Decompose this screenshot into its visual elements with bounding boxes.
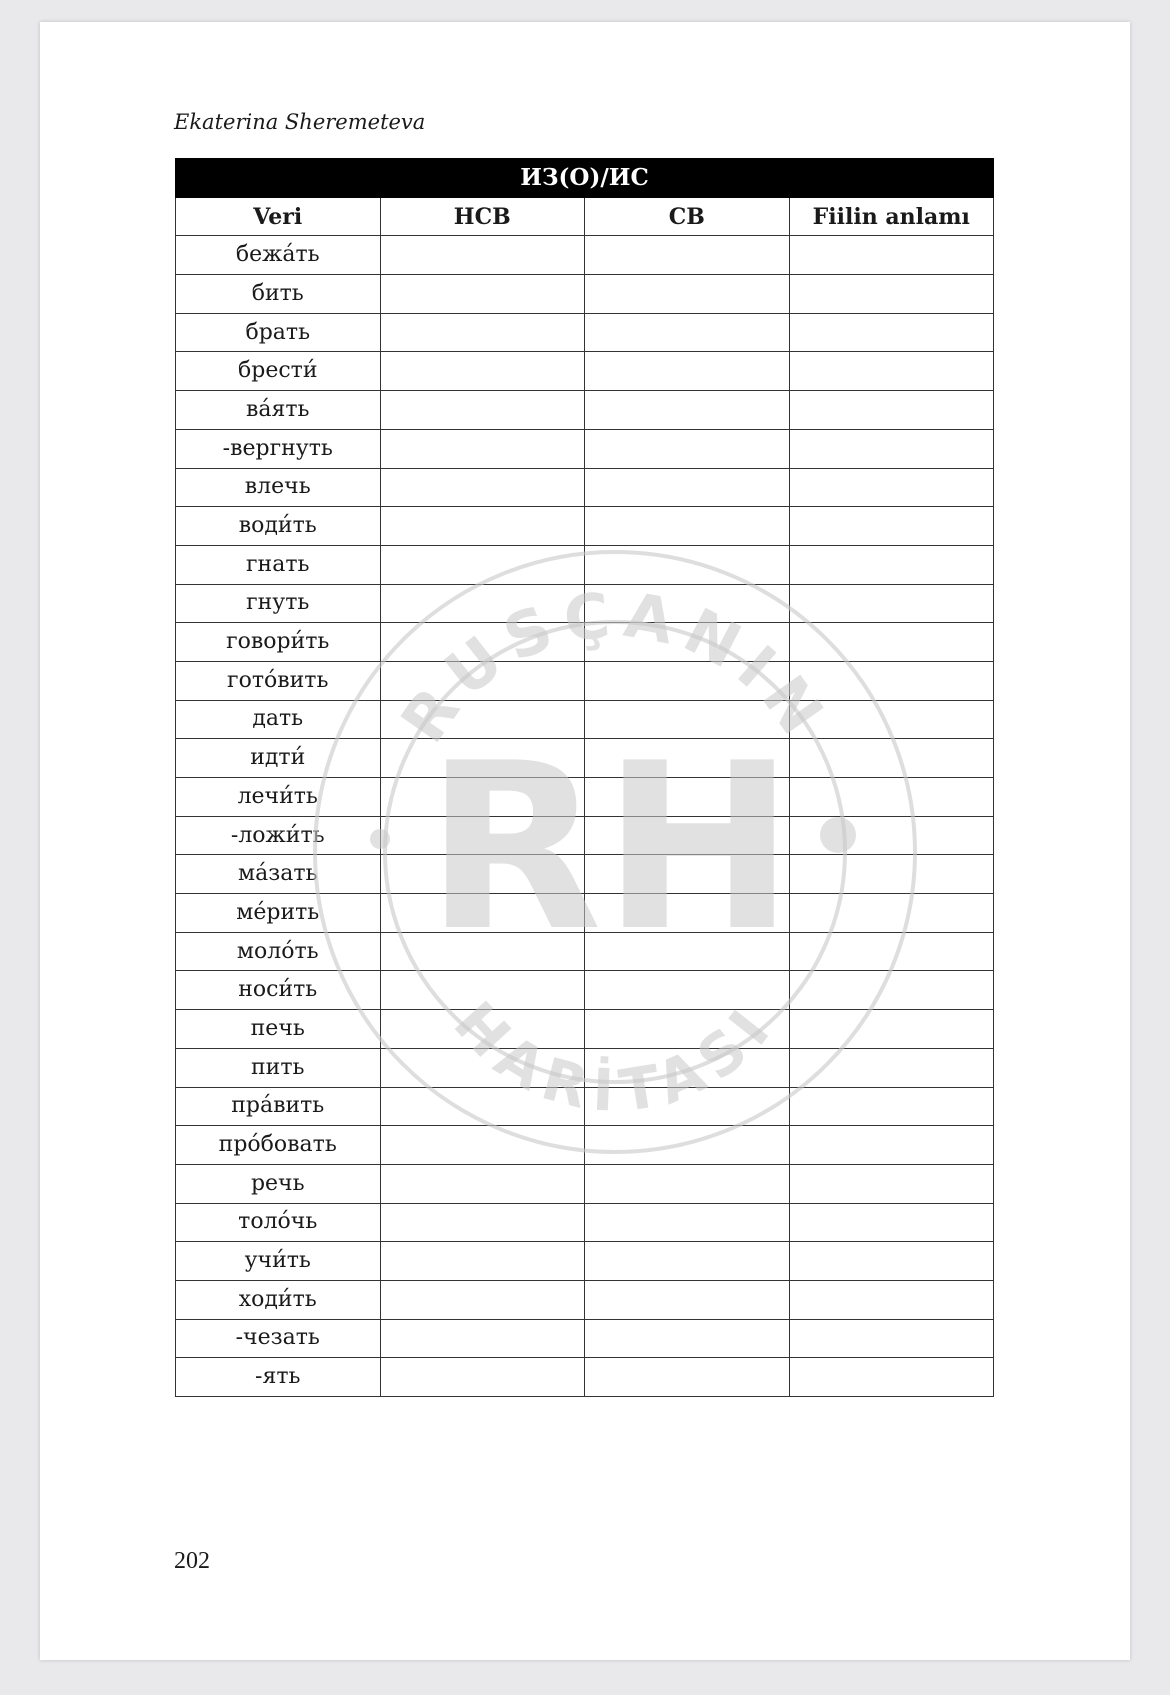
table-row — [176, 1319, 994, 1358]
meaning-cell — [789, 1358, 994, 1397]
verb-cell: бить — [176, 275, 381, 314]
table-row — [176, 855, 994, 894]
meaning-cell — [789, 739, 994, 778]
meaning-cell — [789, 1126, 994, 1165]
table-row — [176, 1242, 994, 1281]
perfective-cell — [585, 739, 790, 778]
meaning-cell — [789, 1010, 994, 1049]
verb-cell: -чезать — [176, 1319, 381, 1358]
meaning-cell — [789, 507, 994, 546]
imperfective-cell — [380, 816, 585, 855]
perfective-cell — [585, 275, 790, 314]
meaning-cell — [789, 894, 994, 933]
imperfective-cell — [380, 1010, 585, 1049]
imperfective-cell — [380, 700, 585, 739]
verb-cell: води́ть — [176, 507, 381, 546]
table-row — [176, 1358, 994, 1397]
verb-cell: идти́ — [176, 739, 381, 778]
verb-cell: -вергнуть — [176, 429, 381, 468]
meaning-cell — [789, 468, 994, 507]
verb-cell: про́бовать — [176, 1126, 381, 1165]
imperfective-cell — [380, 778, 585, 817]
perfective-cell — [585, 971, 790, 1010]
table-row — [176, 507, 994, 546]
table-row — [176, 468, 994, 507]
table-row — [176, 429, 994, 468]
meaning-cell — [789, 236, 994, 275]
imperfective-cell — [380, 352, 585, 391]
watermark-arc-bottom: HARİTASI — [440, 988, 789, 1126]
verb-cell: дать — [176, 700, 381, 739]
perfective-cell — [585, 1048, 790, 1087]
table-row — [176, 313, 994, 352]
imperfective-cell — [380, 971, 585, 1010]
imperfective-cell — [380, 1126, 585, 1165]
imperfective-cell — [380, 275, 585, 314]
meaning-cell — [789, 313, 994, 352]
verb-cell: пра́вить — [176, 1087, 381, 1126]
perfective-cell — [585, 1319, 790, 1358]
meaning-cell — [789, 700, 994, 739]
verb-cell: пить — [176, 1048, 381, 1087]
verb-cell: ходи́ть — [176, 1280, 381, 1319]
imperfective-cell — [380, 391, 585, 430]
imperfective-cell — [380, 1358, 585, 1397]
table-row — [176, 275, 994, 314]
verb-cell: ме́рить — [176, 894, 381, 933]
table-row — [176, 352, 994, 391]
perfective-cell — [585, 1087, 790, 1126]
meaning-cell — [789, 275, 994, 314]
meaning-cell — [789, 855, 994, 894]
table-row — [176, 1164, 994, 1203]
table-title: ИЗ(О)/ИС — [176, 159, 994, 198]
imperfective-cell — [380, 1048, 585, 1087]
perfective-cell — [585, 855, 790, 894]
column-header-verb: Veri — [176, 197, 381, 236]
table-body — [176, 236, 994, 1397]
imperfective-cell — [380, 507, 585, 546]
column-header-imperfective: НСВ — [380, 197, 585, 236]
perfective-cell — [585, 429, 790, 468]
perfective-cell — [585, 778, 790, 817]
verb-cell: бежа́ть — [176, 236, 381, 275]
perfective-cell — [585, 1203, 790, 1242]
perfective-cell — [585, 1164, 790, 1203]
table-row — [176, 778, 994, 817]
table-row — [176, 932, 994, 971]
imperfective-cell — [380, 545, 585, 584]
verb-cell: говори́ть — [176, 623, 381, 662]
table-row — [176, 545, 994, 584]
perfective-cell — [585, 700, 790, 739]
table-row — [176, 1048, 994, 1087]
meaning-cell — [789, 816, 994, 855]
meaning-cell — [789, 429, 994, 468]
imperfective-cell — [380, 1087, 585, 1126]
table-row — [176, 584, 994, 623]
meaning-cell — [789, 584, 994, 623]
verb-cell: лечи́ть — [176, 778, 381, 817]
table-row — [176, 894, 994, 933]
perfective-cell — [585, 661, 790, 700]
imperfective-cell — [380, 1280, 585, 1319]
imperfective-cell — [380, 623, 585, 662]
perfective-cell — [585, 352, 790, 391]
verb-cell: -ять — [176, 1358, 381, 1397]
verb-cell: носи́ть — [176, 971, 381, 1010]
table-row — [176, 236, 994, 275]
table-row — [176, 623, 994, 662]
meaning-cell — [789, 1319, 994, 1358]
watermark-monogram: RH — [425, 715, 795, 982]
perfective-cell — [585, 468, 790, 507]
perfective-cell — [585, 623, 790, 662]
meaning-cell — [789, 1242, 994, 1281]
watermark-arc-top: RUSÇANIN — [386, 577, 844, 756]
verb-cell: моло́ть — [176, 932, 381, 971]
perfective-cell — [585, 1010, 790, 1049]
table-row — [176, 661, 994, 700]
page-number: 202 — [174, 1548, 210, 1574]
perfective-cell — [585, 1126, 790, 1165]
imperfective-cell — [380, 1164, 585, 1203]
perfective-cell — [585, 894, 790, 933]
table-row — [176, 1087, 994, 1126]
imperfective-cell — [380, 584, 585, 623]
imperfective-cell — [380, 1203, 585, 1242]
table-row — [176, 700, 994, 739]
meaning-cell — [789, 391, 994, 430]
perfective-cell — [585, 932, 790, 971]
meaning-cell — [789, 932, 994, 971]
verb-cell: гнать — [176, 545, 381, 584]
column-header-perfective: СВ — [585, 197, 790, 236]
imperfective-cell — [380, 1242, 585, 1281]
perfective-cell — [585, 1280, 790, 1319]
meaning-cell — [789, 1164, 994, 1203]
perfective-cell — [585, 545, 790, 584]
meaning-cell — [789, 1087, 994, 1126]
perfective-cell — [585, 313, 790, 352]
imperfective-cell — [380, 236, 585, 275]
meaning-cell — [789, 623, 994, 662]
running-head-author: Ekaterina Sheremeteva — [174, 110, 426, 134]
imperfective-cell — [380, 661, 585, 700]
document-page — [40, 22, 1130, 1660]
verb-prefix-table — [175, 158, 994, 1397]
verb-cell: -ложи́ть — [176, 816, 381, 855]
verb-cell: учи́ть — [176, 1242, 381, 1281]
column-header-meaning: Fiilin anlamı — [789, 197, 994, 236]
imperfective-cell — [380, 894, 585, 933]
verb-cell: печь — [176, 1010, 381, 1049]
table-row — [176, 391, 994, 430]
meaning-cell — [789, 1280, 994, 1319]
table-row — [176, 1010, 994, 1049]
imperfective-cell — [380, 313, 585, 352]
meaning-cell — [789, 778, 994, 817]
imperfective-cell — [380, 468, 585, 507]
table-row — [176, 1280, 994, 1319]
verb-cell: гнуть — [176, 584, 381, 623]
meaning-cell — [789, 545, 994, 584]
perfective-cell — [585, 507, 790, 546]
perfective-cell — [585, 391, 790, 430]
meaning-cell — [789, 352, 994, 391]
table-row — [176, 1203, 994, 1242]
table-row — [176, 971, 994, 1010]
verb-cell: гото́вить — [176, 661, 381, 700]
meaning-cell — [789, 1203, 994, 1242]
imperfective-cell — [380, 855, 585, 894]
verb-cell: толо́чь — [176, 1203, 381, 1242]
perfective-cell — [585, 1358, 790, 1397]
verb-cell: брать — [176, 313, 381, 352]
imperfective-cell — [380, 429, 585, 468]
table-row — [176, 816, 994, 855]
imperfective-cell — [380, 932, 585, 971]
perfective-cell — [585, 816, 790, 855]
meaning-cell — [789, 971, 994, 1010]
meaning-cell — [789, 661, 994, 700]
perfective-cell — [585, 584, 790, 623]
table-row — [176, 739, 994, 778]
verb-cell: влечь — [176, 468, 381, 507]
verb-cell: ма́зать — [176, 855, 381, 894]
verb-cell: речь — [176, 1164, 381, 1203]
perfective-cell — [585, 236, 790, 275]
perfective-cell — [585, 1242, 790, 1281]
imperfective-cell — [380, 1319, 585, 1358]
meaning-cell — [789, 1048, 994, 1087]
imperfective-cell — [380, 739, 585, 778]
verb-cell: брести́ — [176, 352, 381, 391]
table-row — [176, 1126, 994, 1165]
verb-cell: ва́ять — [176, 391, 381, 430]
